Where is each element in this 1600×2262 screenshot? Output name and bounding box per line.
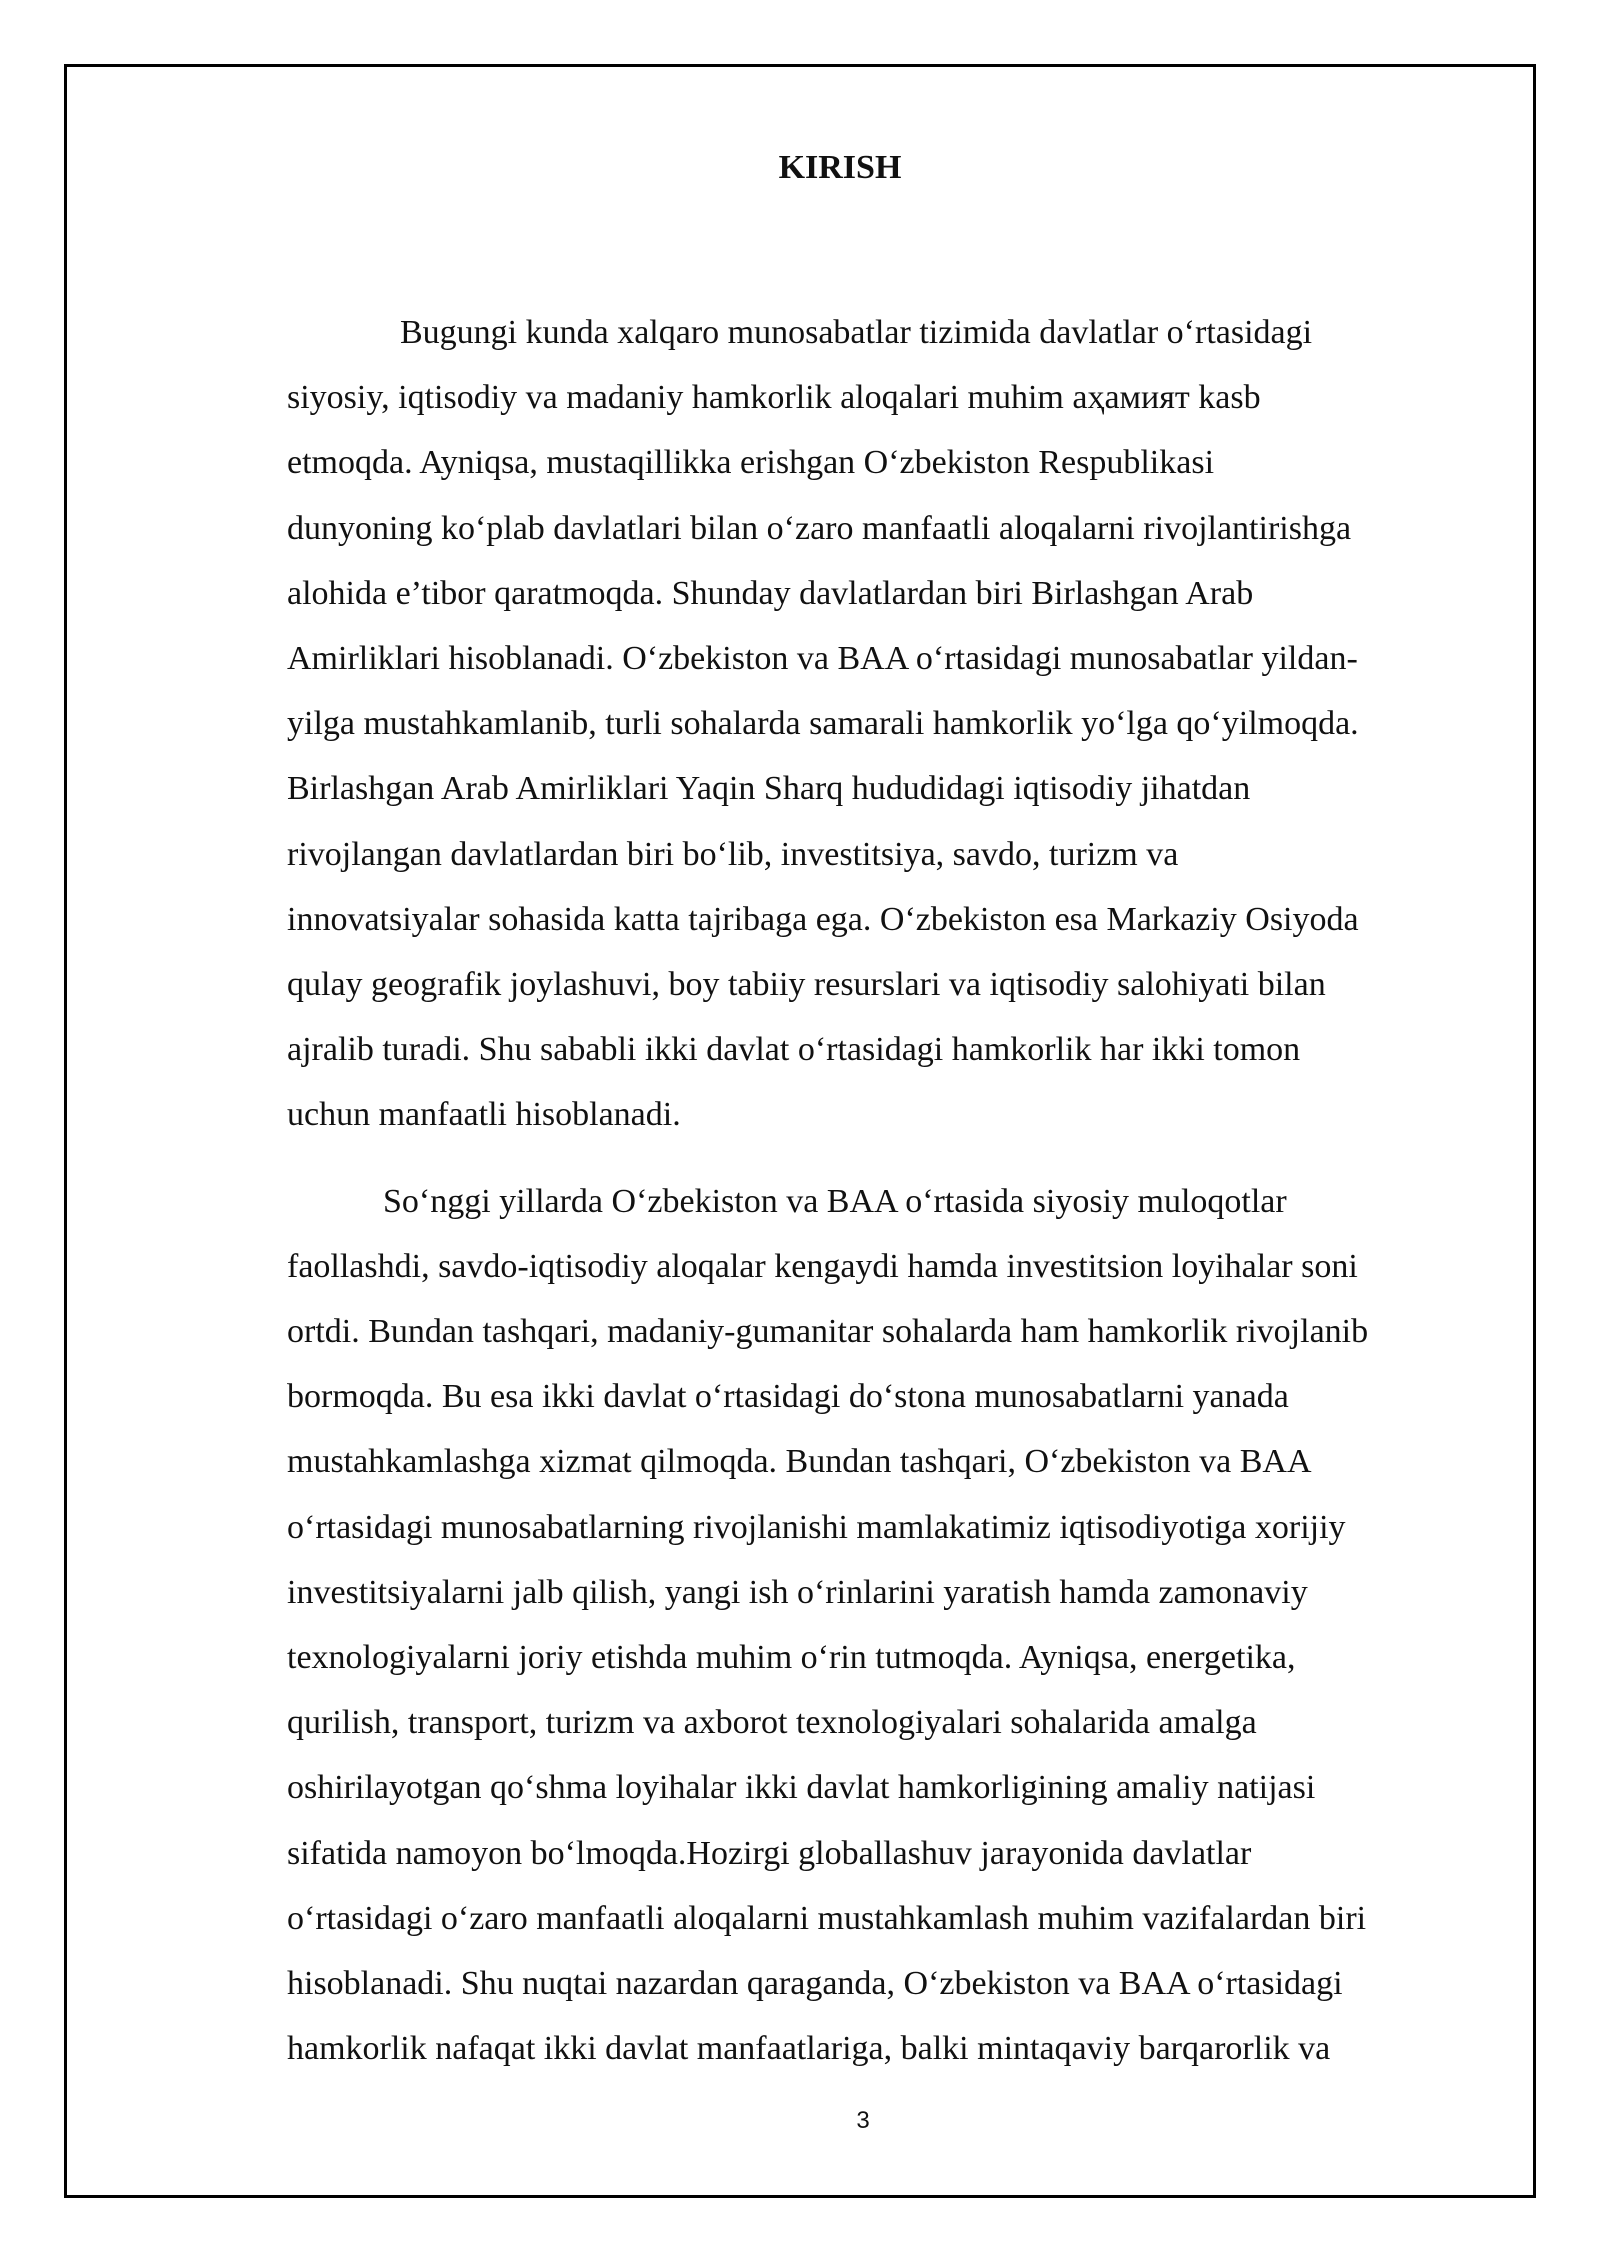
paragraph-line: oshirilayotgan qoʻshma loyihalar ikki davlat hamkorligining amaliy natijasi [287, 1769, 1316, 1807]
paragraph-line: yilga mustahkamlanib, turli sohalarda samarali hamkorlik yoʻlga qoʻyilmoqda. [287, 705, 1359, 743]
paragraph-1 [287, 300, 1490, 1148]
paragraph-line: Amirliklari hisoblanadi. Oʻzbekiston va BAA oʻrtasidagi munosabatlar yildan- [287, 640, 1358, 678]
paragraph-2 [287, 1169, 1490, 2082]
paragraph-line: uchun manfaatli hisoblanadi. [287, 1096, 681, 1134]
paragraph-line: alohida e’tibor qaratmoqda. Shunday davlatlardan biri Birlashgan Arab [287, 574, 1254, 612]
paragraph-line: ajralib turadi. Shu sababli ikki davlat oʻrtasidagi hamkorlik har ikki tomon [287, 1031, 1301, 1069]
paragraph-line: mustahkamlashga xizmat qilmoqda. Bundan tashqari, Oʻzbekiston va BAA [287, 1443, 1312, 1481]
paragraph-line: dunyoning koʻplab davlatlari bilan oʻzaro manfaatli aloqalarni rivojlantirishga [287, 509, 1352, 547]
paragraph-line: innovatsiyalar sohasida katta tajribaga ega. Oʻzbekiston esa Markaziy Osiyoda [287, 900, 1359, 938]
paragraph-line: sifatida namoyon boʻlmoqda.Hozirgi globallashuv jarayonida davlatlar [287, 1834, 1252, 1872]
paragraph-line: hamkorlik nafaqat ikki davlat manfaatlariga, balki mintaqaviy barqarorlik va [287, 2030, 1331, 2068]
paragraph-line: faollashdi, savdo-iqtisodiy aloqalar kengaydi hamda investitsion loyihalar soni [287, 1247, 1358, 1285]
paragraph-line: Birlashgan Arab Amirliklari Yaqin Sharq hududidagi iqtisodiy jihatdan [287, 770, 1251, 808]
paragraph-line: qurilish, transport, turizm va axborot texnologiyalari sohalarida amalga [287, 1704, 1257, 1742]
paragraph-line: qulay geografik joylashuvi, boy tabiiy resurslari va iqtisodiy salohiyati bilan [287, 966, 1326, 1004]
paragraph-line: oʻrtasidagi oʻzaro manfaatli aloqalarni mustahkamlash muhim vazifalardan biri [287, 1899, 1367, 1937]
paragraph-line: rivojlangan davlatlardan biri boʻlib, investitsiya, savdo, turizm va [287, 835, 1179, 873]
page-title: KIRISH [778, 149, 902, 186]
paragraph-line: investitsiyalarni jalb qilish, yangi ish oʻrinlarini yaratish hamda zamonaviy [287, 1573, 1308, 1611]
paragraph-line: etmoqda. Ayniqsa, mustaqillikka erishgan Oʻzbekiston Respublikasi [287, 444, 1215, 482]
paragraph-line: Soʻnggi yillarda Oʻzbekiston va BAA oʻrtasida siyosiy muloqotlar [383, 1182, 1287, 1220]
page-number: 3 [856, 2107, 870, 2134]
document-body [287, 300, 1490, 2081]
paragraph-line: oʻrtasidagi munosabatlarning rivojlanishi mamlakatimiz iqtisodiyotiga xorijiy [287, 1508, 1346, 1546]
paragraph-line: Bugungi kunda xalqaro munosabatlar tizimida davlatlar oʻrtasidagi [400, 314, 1313, 351]
paragraph-line: hisoblanadi. Shu nuqtai nazardan qaraganda, Oʻzbekiston va BAA oʻrtasidagi [287, 1965, 1343, 2003]
paragraph-line: bormoqda. Bu esa ikki davlat oʻrtasidagi doʻstona munosabatlarni yanada [287, 1378, 1289, 1416]
paragraph-line: siyosiy, iqtisodiy va madaniy hamkorlik aloqalari muhim aҳамият kasb [287, 379, 1261, 417]
paragraph-line: texnologiyalarni joriy etishda muhim oʻrin tutmoqda. Ayniqsa, energetika, [287, 1639, 1296, 1677]
paragraph-line: ortdi. Bundan tashqari, madaniy-gumanitar sohalarda ham hamkorlik rivojlanib [287, 1313, 1369, 1351]
